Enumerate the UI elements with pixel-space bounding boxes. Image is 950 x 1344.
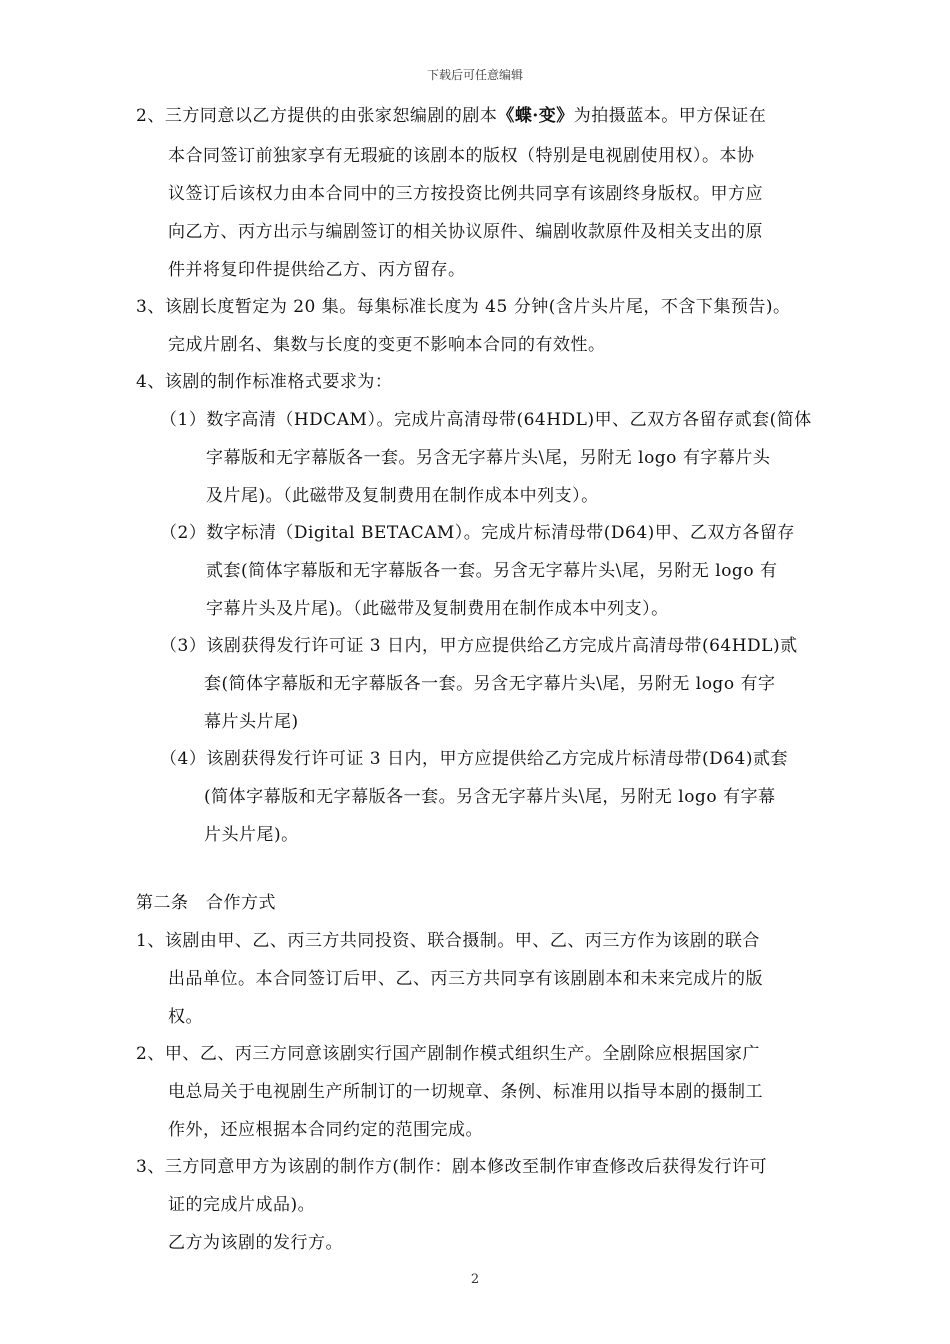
script-title: 《蝶·变》	[497, 106, 574, 126]
clause4-item4-line2: (简体字幕版和无字幕版各一套。另含无字幕片头\尾，另附无 logo 有字幕	[204, 787, 776, 807]
clause3-line2: 完成片剧名、集数与长度的变更不影响本合同的有效性。	[168, 335, 606, 355]
article2-p2-line2: 电总局关于电视剧生产所制订的一切规章、条例、标准用以指导本剧的摄制工	[168, 1082, 763, 1102]
article2-p3-line1: 3、三方同意甲方为该剧的制作方(制作：剧本修改至制作审查修改后获得发行许可	[136, 1157, 767, 1177]
clause4-line1: 4、该剧的制作标准格式要求为：	[136, 372, 393, 392]
clause4-item3-line1: （3）该剧获得发行许可证 3 日内，甲方应提供给乙方完成片高清母带(64HDL)贰	[160, 636, 798, 656]
clause3-line1: 3、该剧长度暂定为 20 集。每集标准长度为 45 分钟(含片头片尾，不含下集预告)。	[136, 297, 791, 317]
clause4-item1-line1: （1）数字高清（HDCAM）。完成片高清母带(64HDL)甲、乙双方各留存贰套(简体	[160, 410, 812, 430]
article2-p1-line2: 出品单位。本合同签订后甲、乙、丙三方共同享有该剧剧本和未来完成片的版	[168, 969, 763, 989]
clause2-line5: 件并将复印件提供给乙方、丙方留存。	[168, 260, 466, 280]
clause4-item1-line3: 及片尾)。（此磁带及复制费用在制作成本中列支）。	[206, 486, 599, 506]
article2-p3-line2: 证的完成片成品)。	[168, 1195, 316, 1215]
article2-p2-line3: 作外，还应根据本合同约定的范围完成。	[168, 1120, 483, 1140]
article2-p2-line1: 2、甲、乙、丙三方同意该剧实行国产剧制作模式组织生产。全剧除应根据国家广	[136, 1044, 760, 1064]
clause4-item3-line3: 幕片头片尾)	[204, 712, 299, 732]
clause2-line4: 向乙方、丙方出示与编剧签订的相关协议原件、编剧收款原件及相关支出的原	[168, 222, 763, 242]
clause2-line3: 议签订后该权力由本合同中的三方按投资比例共同享有该剧终身版权。甲方应	[168, 184, 763, 204]
article2-p3-line3: 乙方为该剧的发行方。	[168, 1233, 343, 1253]
clause4-item2-line1: （2）数字标清（Digital BETACAM）。完成片标清母带(D64)甲、乙双方各留存	[160, 523, 795, 543]
clause2-line1	[136, 105, 766, 127]
article2-p1-line3: 权。	[168, 1007, 203, 1027]
clause4-item1-line2: 字幕版和无字幕版各一套。另含无字幕片头\尾，另附无 logo 有字幕片头	[206, 448, 771, 468]
clause4-item2-line3: 字幕片头及片尾)。（此磁带及复制费用在制作成本中列支）。	[206, 599, 669, 619]
clause2-line2: 本合同签订前独家享有无瑕疵的该剧本的版权（特别是电视剧使用权）。本协	[168, 146, 755, 166]
clause4-item4-line3: 片头片尾)。	[204, 825, 299, 845]
article2-p1-line1: 1、该剧由甲、乙、丙三方共同投资、联合摄制。甲、乙、丙三方作为该剧的联合	[136, 931, 760, 951]
clause4-item2-line2: 贰套(简体字幕版和无字幕版各一套。另含无字幕片头\尾，另附无 logo 有	[206, 561, 778, 581]
clause4-item3-line2: 套(简体字幕版和无字幕版各一套。另含无字幕片头\尾，另附无 logo 有字	[204, 674, 776, 694]
clause2-line1-b: 为拍摄蓝本。甲方保证在	[573, 106, 767, 126]
page-number: 2	[470, 1272, 480, 1287]
article2-heading: 第二条 合作方式	[136, 893, 276, 913]
clause2-line1-a: 2、三方同意以乙方提供的由张家恕编剧的剧本	[136, 106, 498, 126]
clause4-item4-line1: （4）该剧获得发行许可证 3 日内，甲方应提供给乙方完成片标清母带(D64)贰套	[160, 749, 788, 769]
page-header: 下载后可任意编辑	[426, 68, 523, 82]
